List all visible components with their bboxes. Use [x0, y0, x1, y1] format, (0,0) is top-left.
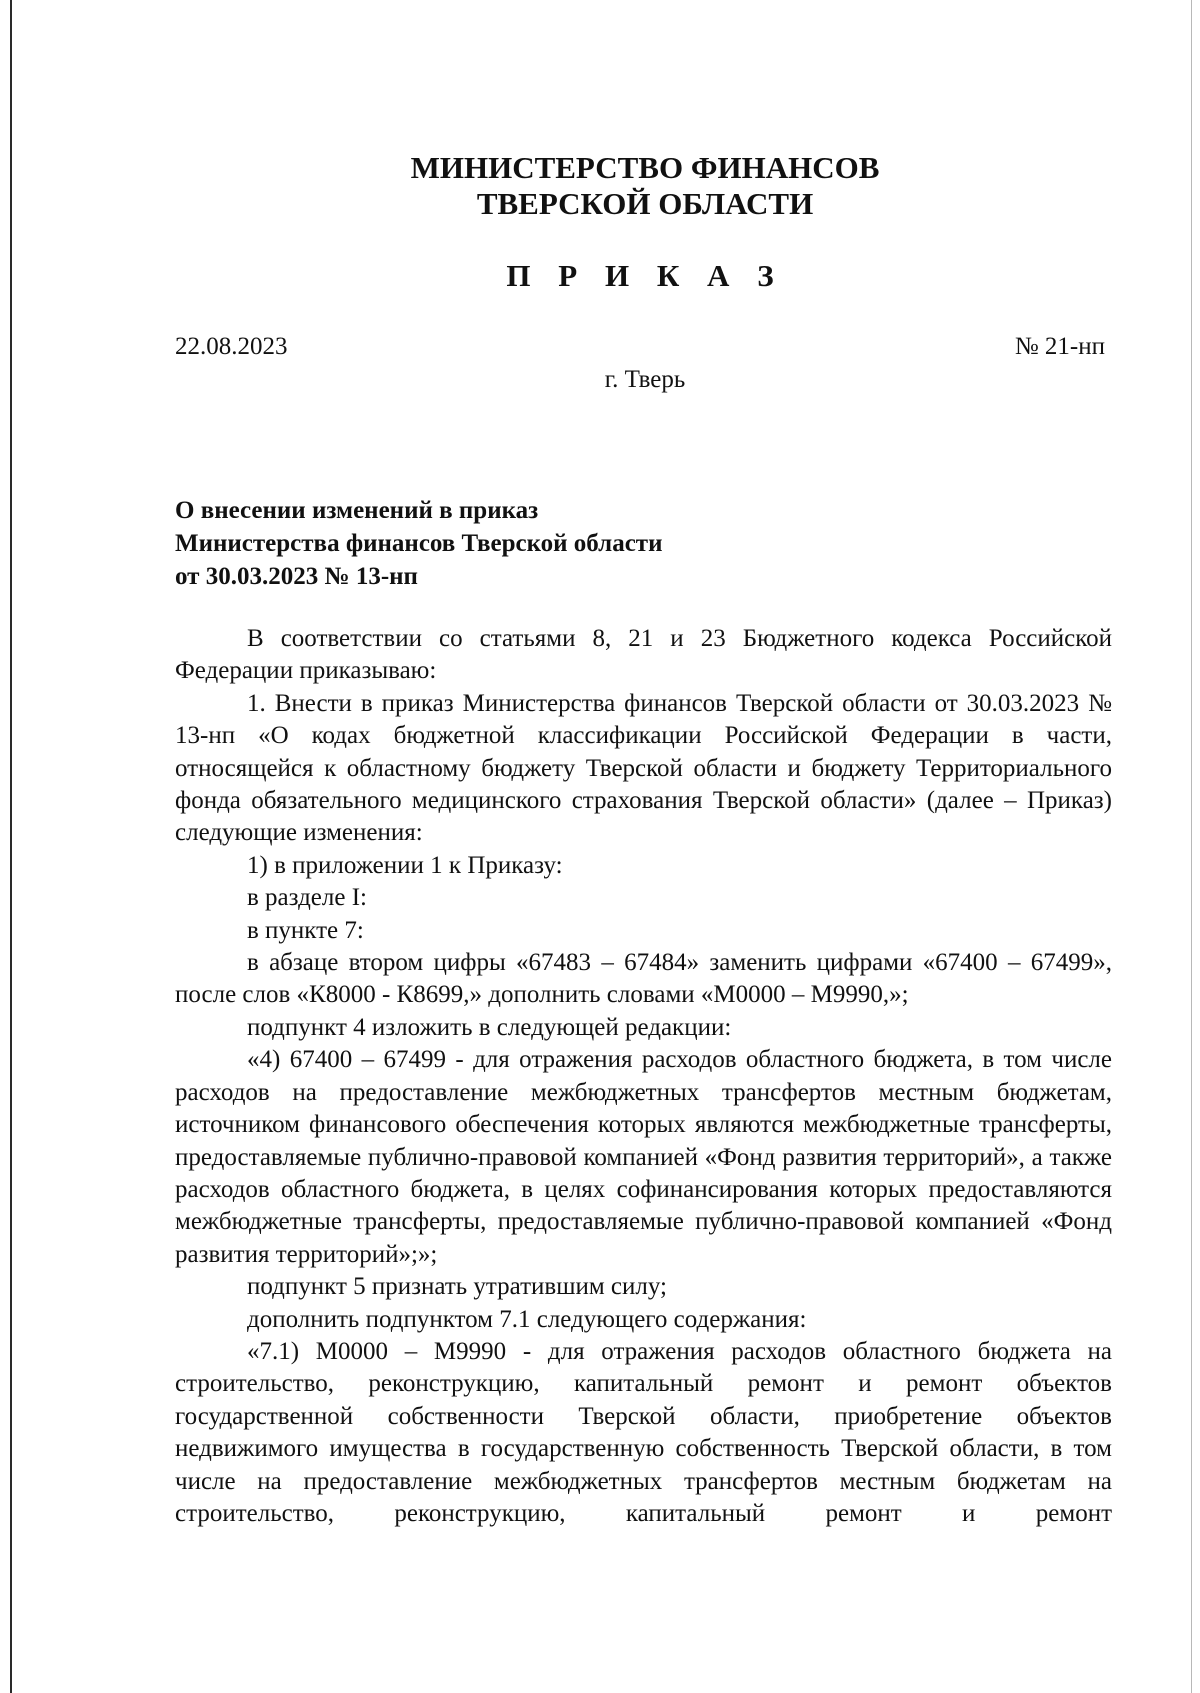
- ministry-heading-line1: МИНИСТЕРСТВО ФИНАНСОВ: [410, 150, 880, 185]
- document-number: № 21-нп: [1014, 333, 1105, 360]
- paragraph-second-abzac: в абзаце втором цифры «67483 – 67484» заменить цифрами «67400 – 67499», после слов «К8000 - К8699,» дополнить словами «М0000 – М9990,»;: [175, 949, 1112, 1009]
- paragraph-item-1: 1. Внести в приказ Министерства финансов Тверской области от 30.03.2023 № 13-нп «О кодах бюджетной классификации Российской Федерации в части, относящейся к областному бюджету Тверской области и бюджету Территориального фонда обязательного медицинского страхования Тверской области» (далее – Приказ) следующие изменения:: [175, 689, 1112, 847]
- scan-border-left: [10, 0, 12, 1693]
- subject-line3: от 30.03.2023 № 13-нп: [175, 563, 418, 590]
- scan-border-right: [1191, 0, 1192, 1693]
- subject-line2: Министерства финансов Тверской области: [175, 530, 663, 557]
- ministry-heading: [0, 150, 1200, 222]
- document-city: г. Тверь: [604, 366, 686, 393]
- paragraph-subpoint-7-1-text: «7.1) М0000 – М9990 - для отражения расходов областного бюджета на строительство, реконструкцию, капитальный ремонт и ремонт объектов государственной собственности Тверской области, приобретение объектов недвижимого имущества в государственную собственность Тверской области, в том числе на предоставление межбюджетных трансфертов местным бюджетам на строительство, реконструкцию, капитальный ремонт и ремонт: [175, 1337, 1112, 1527]
- paragraph-subpoint-4-text: «4) 67400 – 67499 - для отражения расходов областного бюджета, в том числе расходов на предоставление межбюджетных трансфертов местным бюджетам, источником финансового обеспечения которых являются межбюджетные трансферты, предоставляемые публично-правовой компанией «Фонд развития территорий», а также расходов областного бюджета, в целях софинансирования которых предоставляются межбюджетные трансферты, предоставляемые публично-правовой компанией «Фонд развития территорий»;»;: [175, 1046, 1112, 1268]
- document-date: 22.08.2023: [175, 333, 288, 360]
- paragraph-preamble: В соответствии со статьями 8, 21 и 23 Бюджетного кодекса Российской Федерации приказываю:: [175, 625, 1112, 685]
- ministry-heading-line2: ТВЕРСКОЙ ОБЛАСТИ: [476, 186, 814, 221]
- paragraph-subpoint-5: подпункт 5 признать утратившим силу;: [247, 1273, 667, 1301]
- subject-line1: О внесении изменений в приказ: [175, 497, 539, 524]
- paragraph-point-7: в пункте 7:: [247, 916, 364, 944]
- document-subject: [175, 494, 875, 593]
- paragraph-section-1: в разделе I:: [247, 884, 367, 912]
- document-type-title: П Р И К А З: [506, 258, 784, 293]
- document-body: [175, 623, 1112, 1530]
- paragraph-subpoint-7-1-intro: дополнить подпунктом 7.1 следующего содержания:: [247, 1305, 807, 1333]
- paragraph-appendix-1: 1) в приложении 1 к Приказу:: [247, 851, 563, 879]
- paragraph-subpoint-4-intro: подпункт 4 изложить в следующей редакции:: [247, 1013, 732, 1041]
